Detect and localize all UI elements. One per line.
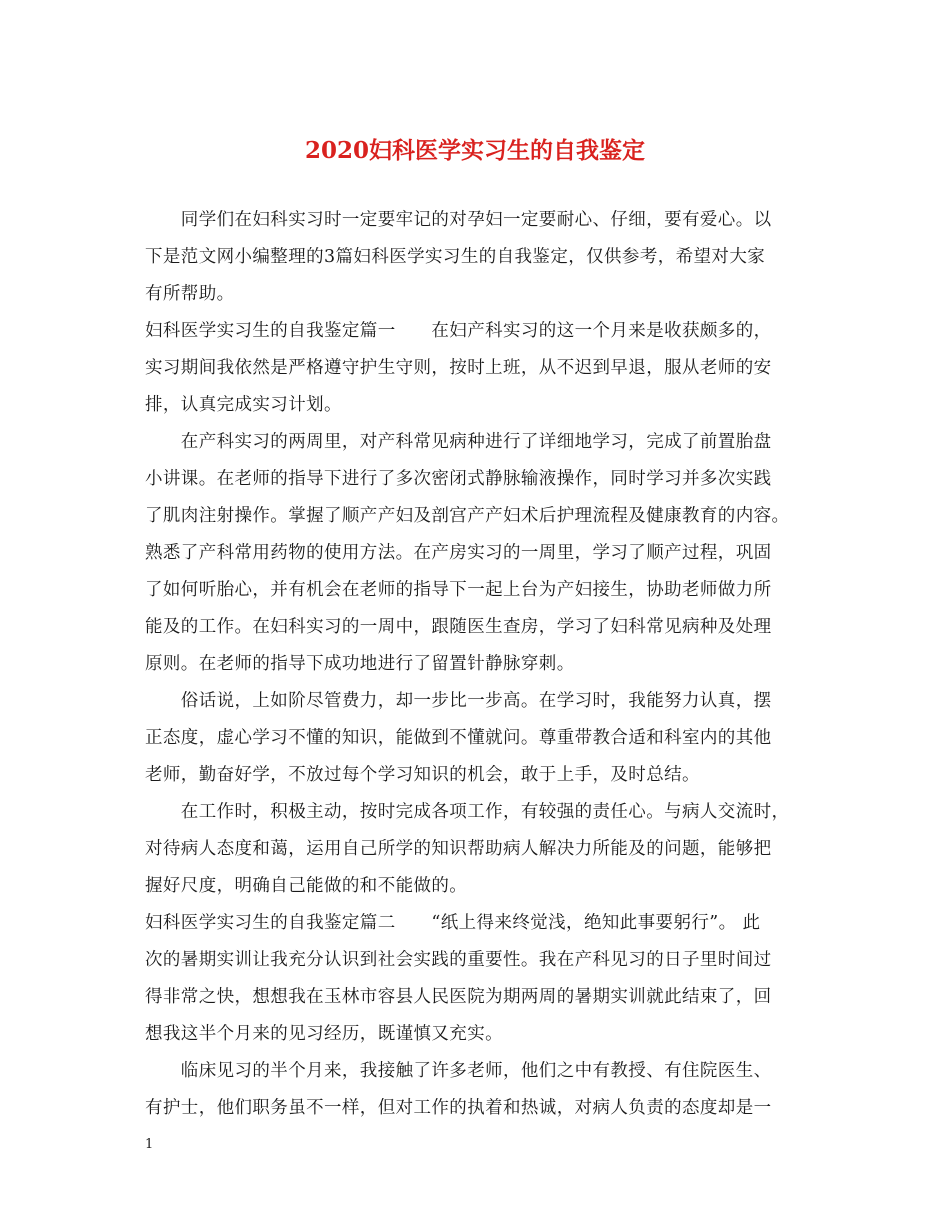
body-line: 在工作时，积极主动，按时完成各项工作，有较强的责任心。与病人交流时， — [145, 802, 790, 822]
body-line: 在产科实习的两周里，对产科常见病种进行了详细地学习，完成了前置胎盘 — [145, 432, 772, 452]
body-line: 握好尺度，明确自己能做的和不能做的。 — [145, 876, 468, 896]
body-line: 想我这半个月来的见习经历，既谨慎又充实。 — [145, 1024, 503, 1044]
body-line: 有所帮助。 — [145, 284, 235, 304]
body-line: 了如何听胎心，并有机会在老师的指导下一起上台为产妇接生，协助老师做力所 — [145, 580, 772, 600]
body-line: 排，认真完成实习计划。 — [145, 395, 342, 415]
body-line: 熟悉了产科常用药物的使用方法。在产房实习的一周里，学习了顺产过程，巩固 — [145, 543, 772, 563]
body-line: 对待病人态度和蔼，运用自己所学的知识帮助病人解决力所能及的问题，能够把 — [145, 839, 772, 859]
body-line: 临床见习的半个月来，我接触了许多老师，他们之中有教授、有住院医生、 — [145, 1061, 772, 1081]
section-heading-line: 妇科医学实习生的自我鉴定篇一 在妇产科实习的这一个月来是收获颇多的， — [145, 321, 772, 341]
body-line: 下是范文网小编整理的3篇妇科医学实习生的自我鉴定，仅供参考，希望对大家 — [145, 247, 766, 267]
body-line: 老师，勤奋好学，不放过每个学习知识的机会，敢于上手，及时总结。 — [145, 765, 700, 785]
body-line: 俗话说，上如阶尽管费力，却一步比一步高。在学习时，我能努力认真，摆 — [145, 691, 772, 711]
body-line: 小讲课。在老师的指导下进行了多次密闭式静脉输液操作，同时学习并多次实践 — [145, 469, 772, 489]
body-line: 能及的工作。在妇科实习的一周中，跟随医生查房，学习了妇科常见病种及处理 — [145, 617, 772, 637]
document-title: 2020妇科医学实习生的自我鉴定 — [304, 137, 645, 164]
body-line: 实习期间我依然是严格遵守护生守则，按时上班，从不迟到早退，服从老师的安 — [145, 358, 772, 378]
body-line: 原则。在老师的指导下成功地进行了留置针静脉穿刺。 — [145, 654, 575, 674]
section-heading-line: 妇科医学实习生的自我鉴定篇二 “纸上得来终觉浅，绝知此事要躬行”。 此 — [145, 913, 761, 933]
body-line: 了肌肉注射操作。掌握了顺产产妇及剖宫产产妇术后护理流程及健康教育的内容。 — [145, 506, 790, 526]
body-line: 有护士，他们职务虽不一样，但对工作的执着和热诚，对病人负责的态度却是一 — [145, 1098, 772, 1118]
page-number: 1 — [145, 1137, 154, 1152]
body-line: 同学们在妇科实习时一定要牢记的对孕妇一定要耐心、仔细，要有爱心。以 — [145, 210, 772, 230]
body-line: 得非常之快，想想我在玉林市容县人民医院为期两周的暑期实训就此结束了，回 — [145, 987, 772, 1007]
body-line: 正态度，虚心学习不懂的知识，能做到不懂就问。尊重带教合适和科室内的其他 — [145, 728, 772, 748]
body-line: 次的暑期实训让我充分认识到社会实践的重要性。我在产科见习的日子里时间过 — [145, 950, 772, 970]
